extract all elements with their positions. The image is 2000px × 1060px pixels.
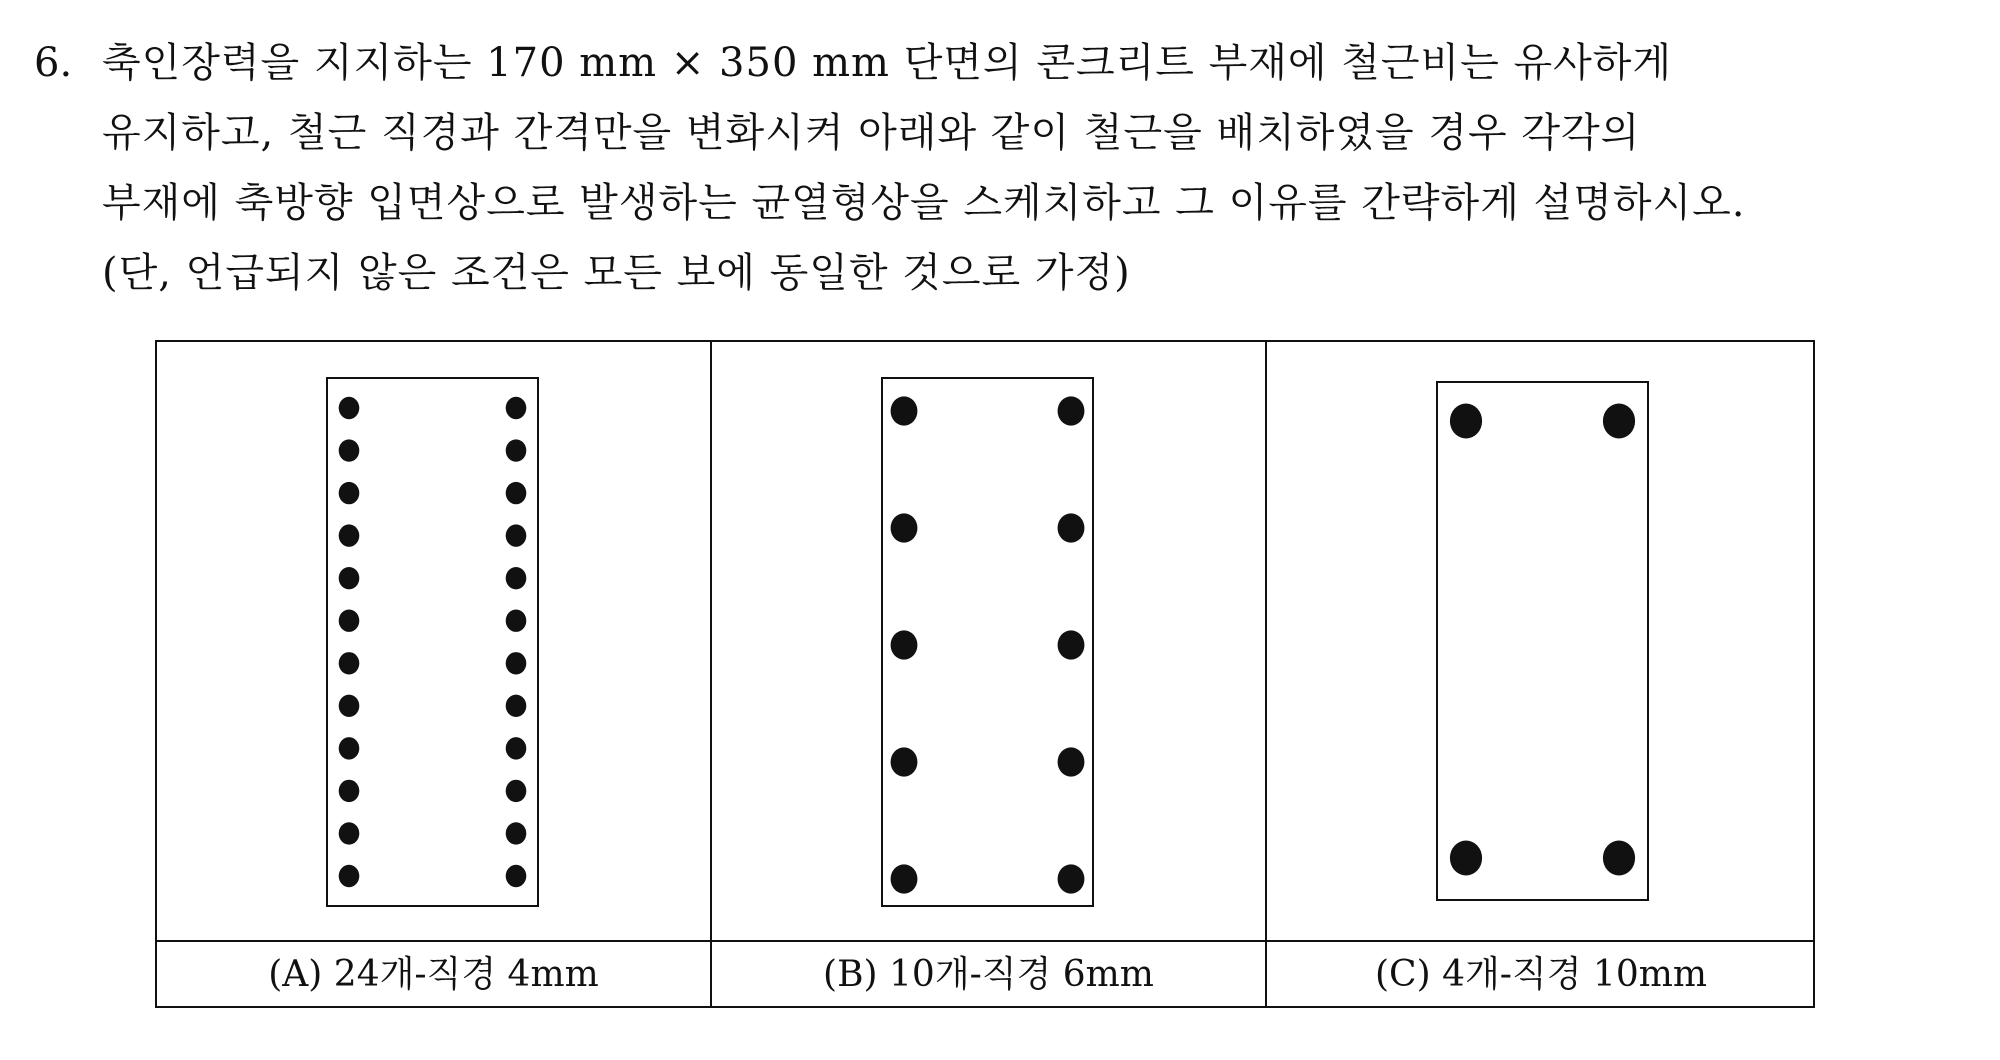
caption-a: (A) 24개-직경 4mm — [157, 942, 712, 1008]
question-block — [34, 28, 1954, 308]
rebar-dot — [506, 397, 527, 419]
caption-c: (C) 4개-직경 10mm — [1375, 954, 1707, 995]
rebar-dot — [339, 524, 360, 546]
rebar-dot — [891, 513, 918, 542]
rebar-dot — [1058, 396, 1085, 425]
section-b-drawing — [712, 342, 1265, 938]
section-a-outline — [327, 378, 538, 906]
section-c-drawing — [1267, 342, 1815, 938]
rebar-dot — [506, 822, 527, 844]
rebar-dot — [339, 439, 360, 461]
rebar-dot — [506, 524, 527, 546]
rebar-dot — [506, 865, 527, 887]
rebar-dot — [339, 397, 360, 419]
section-cell-b — [712, 342, 1267, 940]
figure-table — [155, 340, 1815, 1008]
question-number: 6. — [34, 40, 73, 86]
question-text-line: (단, 언급되지 않은 조건은 모든 보에 동일한 것으로 가정) — [102, 250, 1131, 296]
rebar-dot — [1450, 404, 1482, 439]
rebar-dot — [506, 737, 527, 759]
rebar-dot — [891, 630, 918, 659]
rebar-dot — [506, 567, 527, 589]
caption-b: (B) 10개-직경 6mm — [712, 942, 1267, 1008]
rebar-dot — [1058, 747, 1085, 776]
rebar-dot — [339, 822, 360, 844]
rebar-dot — [339, 567, 360, 589]
rebar-dot — [339, 780, 360, 802]
section-cell-c — [1267, 342, 1815, 940]
rebar-dot — [506, 652, 527, 674]
rebar-dot — [506, 695, 527, 717]
question-line-1 — [34, 28, 1954, 98]
rebar-dot — [1603, 841, 1635, 876]
section-c-outline — [1437, 382, 1648, 900]
question-text-line: 부재에 축방향 입면상으로 발생하는 균열형상을 스케치하고 그 이유를 간략하게 설명하시오. — [102, 180, 1746, 226]
rebar-dot — [1603, 404, 1635, 439]
question-line-4 — [34, 238, 1954, 308]
section-a-drawing — [157, 342, 710, 938]
question-line-3 — [34, 168, 1954, 238]
rebar-dot — [339, 695, 360, 717]
question-line-2 — [34, 98, 1954, 168]
rebar-dot — [891, 747, 918, 776]
rebar-dot — [506, 439, 527, 461]
rebar-dot — [1058, 864, 1085, 893]
rebar-dot — [339, 865, 360, 887]
question-text-line: 축인장력을 지지하는 170 mm × 350 mm 단면의 콘크리트 부재에 철근비는 유사하게 — [102, 40, 1673, 86]
rebar-dot — [339, 610, 360, 632]
question-text-line: 유지하고, 철근 직경과 간격만을 변화시켜 아래와 같이 철근을 배치하였을 경우 각각의 — [102, 110, 1641, 156]
rebar-dot — [1058, 513, 1085, 542]
rebar-dot — [339, 737, 360, 759]
rebar-dot — [339, 652, 360, 674]
rebar-dot — [1450, 841, 1482, 876]
caption-row — [157, 940, 1813, 1008]
rebar-dot — [339, 482, 360, 504]
section-b-rebars — [891, 396, 1085, 893]
rebar-dot — [891, 396, 918, 425]
section-a-rebars — [339, 397, 527, 887]
rebar-dot — [506, 780, 527, 802]
rebar-dot — [506, 482, 527, 504]
section-c-rebars — [1450, 404, 1635, 876]
section-cell-a — [157, 342, 712, 940]
rebar-dot — [506, 610, 527, 632]
rebar-dot — [1058, 630, 1085, 659]
rebar-dot — [891, 864, 918, 893]
